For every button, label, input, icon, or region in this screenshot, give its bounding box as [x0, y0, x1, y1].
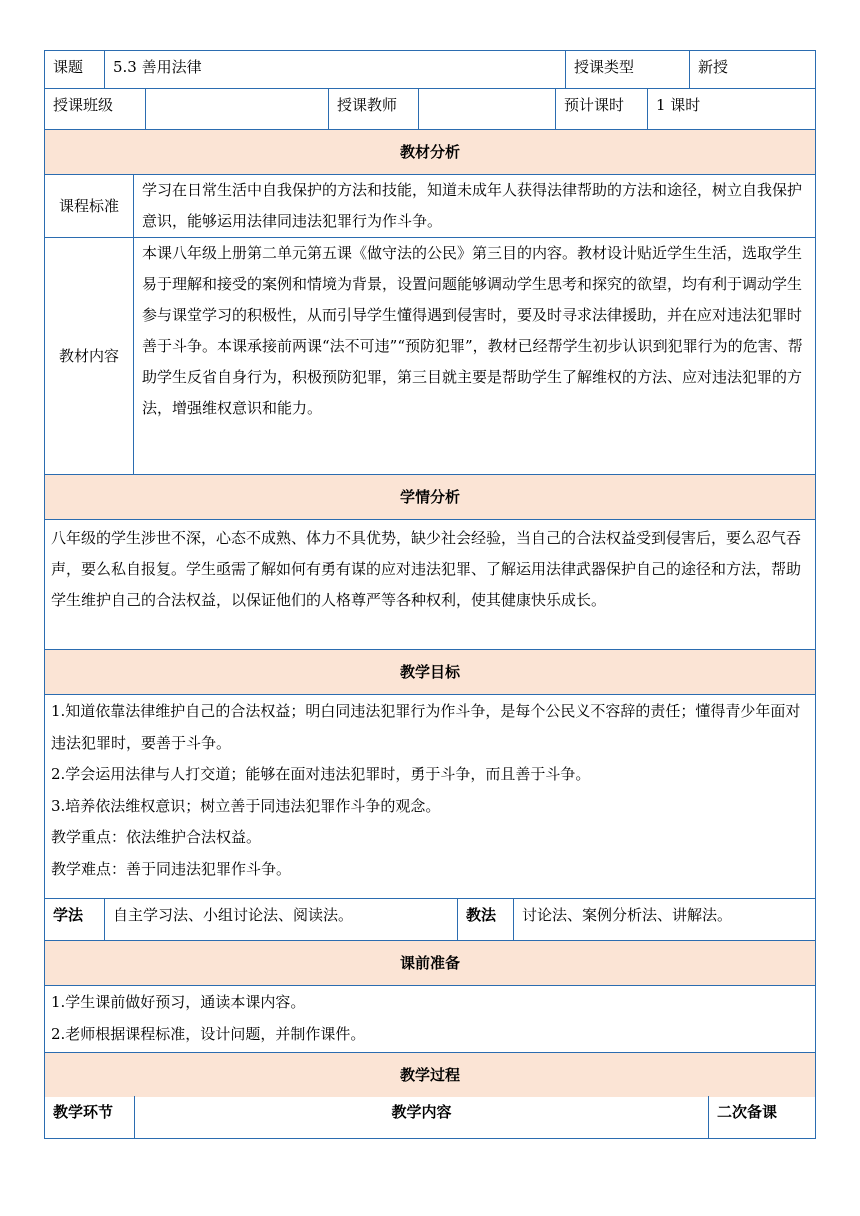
process-col-stage: 教学环节 [53, 1103, 114, 1121]
goals-band: 教学目标 [45, 650, 815, 694]
process-band: 教学过程 [45, 1053, 815, 1097]
prep-band: 课前准备 [45, 941, 815, 985]
process-col-revision: 二次备课 [708, 1096, 815, 1138]
process-header-row [44, 1096, 816, 1139]
type-label: 授课类型 [565, 51, 689, 88]
goals-row [44, 695, 816, 899]
class-row [44, 89, 816, 130]
study-method-value: 自主学习法、小组讨论法、阅读法。 [104, 899, 457, 940]
students-band: 学情分析 [45, 475, 815, 519]
type-value: 新授 [689, 51, 815, 88]
hours-value: 1 课时 [647, 89, 815, 129]
methods-row [44, 899, 816, 941]
topic-value: 5.3 善用法律 [104, 51, 565, 88]
teacher-value [418, 89, 555, 129]
prep-row [44, 986, 816, 1053]
students-text: 八年级的学生涉世不深，心态不成熟、体力不具优势，缺少社会经验，当自己的合法权益受到侵害后，要么忍气吞声，要么私自报复。学生亟需了解如何有勇有谋的应对违法犯罪、了解运用法律武器保护自己的途径和方法，帮助学生维护自己的合法权益，以保证他们的人格尊严等各种权利，使其健康快乐成长。 [51, 529, 802, 609]
teach-method-value: 讨论法、案例分析法、讲解法。 [513, 899, 815, 940]
goal-item: 教学难点：善于同违法犯罪作斗争。 [51, 859, 292, 878]
class-label: 授课班级 [53, 96, 114, 114]
topic-row [44, 50, 816, 89]
teacher-label: 授课教师 [328, 89, 418, 129]
material-band-row [44, 130, 816, 175]
students-band-row [44, 475, 816, 520]
teach-method-label: 教法 [457, 899, 513, 940]
content-row [44, 238, 816, 475]
content-text: 本课八年级上册第二单元第五课《做守法的公民》第三目的内容。教材设计贴近学生生活，选取学生易于理解和接受的案例和情境为背景，设置问题能够调动学生思考和探究的欲望，均有利于调动学生参与课堂学习的积极性，从而引导学生懂得遇到侵害时，要及时寻求法律援助，并在应对违法犯罪时善于斗争。本课承接前两课“法不可违”“预防犯罪”，教材已经帮学生初步认识到犯罪行为的危害、帮助学生反省自身行为，积极预防犯罪，第三目就主要是帮助学生了解维权的方法、应对违法犯罪的方法，增强维权意识和能力。 [133, 238, 815, 474]
prep-list [45, 986, 815, 1052]
goals-band-row [44, 650, 816, 695]
goal-item: 1.知道依靠法律维护自己的合法权益；明白同违法犯罪行为作斗争，是每个公民义不容辞的责任；懂得青少年面对违法犯罪时，要善于斗争。 [51, 702, 801, 752]
standard-label: 课程标准 [58, 197, 119, 215]
prep-item: 2.老师根据课程标准，设计问题，并制作课件。 [51, 1024, 366, 1043]
study-method-label: 学法 [53, 906, 84, 924]
class-value [145, 89, 328, 129]
goal-item: 3.培养依法维权意识；树立善于同违法犯罪作斗争的观念。 [51, 796, 441, 815]
standard-text: 学习在日常生活中自我保护的方法和技能，知道未成年人获得法律帮助的方法和途径，树立自我保护意识，能够运用法律同违法犯罪行为作斗争。 [133, 175, 815, 237]
lesson-plan-table [44, 50, 816, 1139]
goal-item: 教学重点：依法维护合法权益。 [51, 828, 262, 846]
hours-label: 预计课时 [555, 89, 647, 129]
goal-item: 2.学会运用法律与人打交道；能够在面对违法犯罪时，勇于斗争，而且善于斗争。 [51, 765, 591, 783]
prep-item: 1.学生课前做好预习，通读本课内容。 [51, 993, 306, 1011]
students-row [44, 520, 816, 650]
process-col-content: 教学内容 [134, 1096, 708, 1138]
goals-list [45, 695, 815, 898]
standard-row [44, 175, 816, 238]
content-label: 教材内容 [58, 347, 119, 365]
topic-label: 课题 [53, 58, 84, 76]
material-band: 教材分析 [45, 130, 815, 174]
process-band-row [44, 1053, 816, 1096]
prep-band-row [44, 941, 816, 986]
